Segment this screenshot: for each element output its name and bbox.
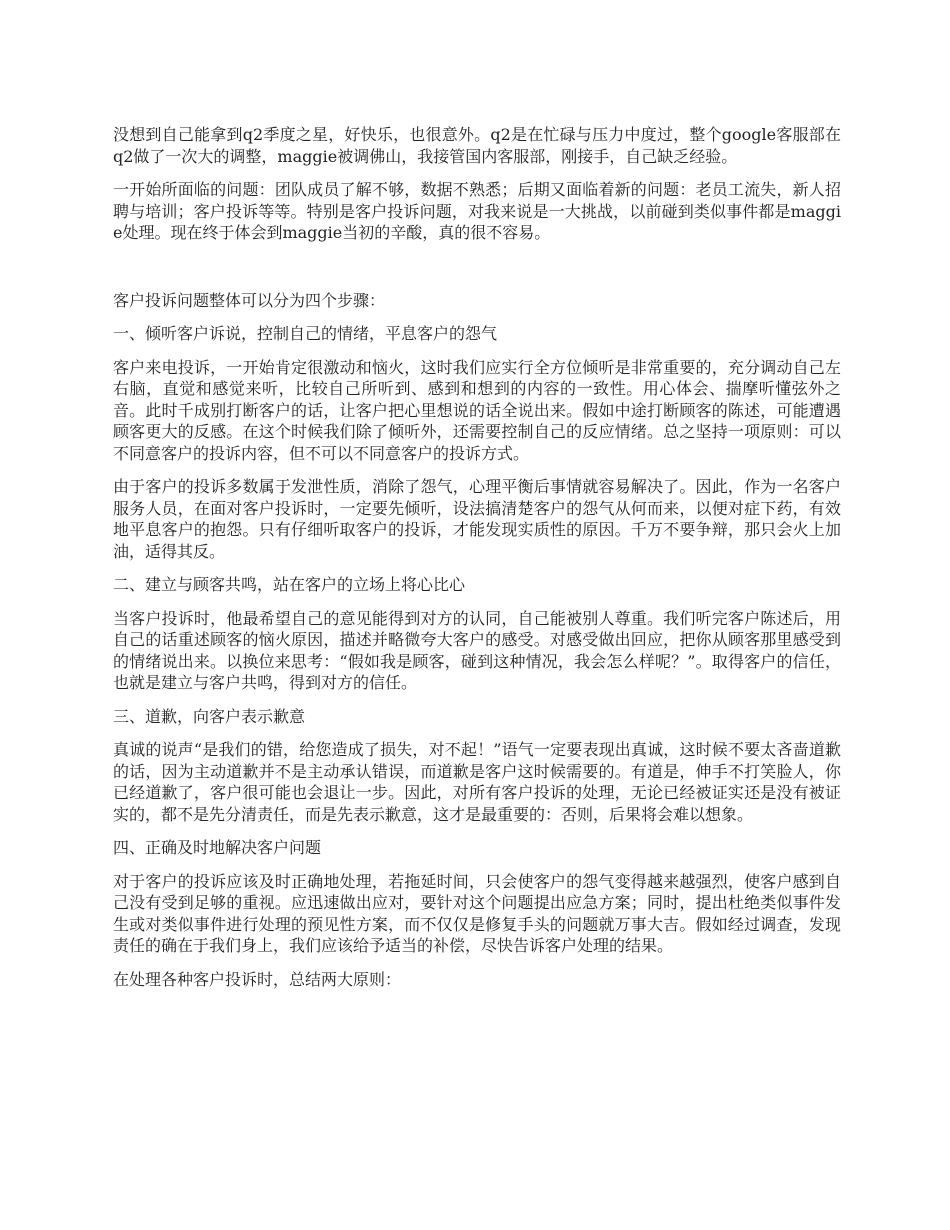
step-4-heading: 四、正确及时地解决客户问题 [113, 838, 322, 857]
step-4-paragraph: 对于客户的投诉应该及时正确地处理，若拖延时间，只会使客户的怨气变得越来越强烈，使客户感到自己没有受到足够的重视。应迅速做出应对，要针对这个问题提出应急方案；同时，提出杜绝类似事件发生或对类似事件进行处理的预见性方案，而不仅仅是修复手头的问题就万事大吉。假如经过调查，发现责任的确在于我们身上，我们应该给予适当的补偿，尽快告诉客户处理的结果。 [113, 871, 841, 955]
steps-intro: 客户投诉问题整体可以分为四个步骤： [113, 290, 386, 310]
step-1-heading: 一、倾听客户诉说，控制自己的情绪，平息客户的怨气 [113, 324, 498, 343]
step-1-paragraph: 客户来电投诉，一开始肯定很激动和恼火，这时我们应实行全方位倾听是非常重要的，充分调动自己左右脑，直觉和感觉来听，比较自己所听到、感到和想到的内容的一致性。用心体会、揣摩听懂弦外之音。此时千成别打断客户的话，让客户把心里想说的话全说出来。假如中途打断顾客的陈述，可能遭遇顾客更大的反感。在这个时候我们除了倾听外，还需要控制自己的反应情绪。总之坚持一项原则：可以不同意客户的投诉内容，但不可以不同意客户的投诉方式。 [113, 357, 841, 463]
closing-line: 在处理各种客户投诉时，总结两大原则： [113, 969, 402, 989]
section-spacer [113, 256, 841, 290]
step-3-paragraph: 真诚的说声“是我们的错，给您造成了损失，对不起！”语气一定要表现出真诚，这时候不要太吝啬道歉的话，因为主动道歉并不是主动承认错误，而道歉是客户这时候需要的。有道是，伸手不打笑脸人，你已经道歉了，客户很可能也会退让一步。因此，对所有客户投诉的处理，无论已经被证实还是没有被证实的，都不是先分清责任，而是先表示歉意，这才是最重要的：否则，后果将会难以想象。 [113, 740, 841, 824]
step-2-paragraph: 当客户投诉时，他最希望自己的意见能得到对方的认同，自己能被别人尊重。我们听完客户陈述后，用自己的话重述顾客的恼火原因，描述并略微夸大客户的感受。对感受做出回应，把你从顾客那里感受到的情绪说出来。以换位来思考：“假如我是顾客，碰到这种情况，我会怎么样呢？”。取得客户的信任，也就是建立与客户共鸣，得到对方的信任。 [113, 608, 841, 692]
document-body [113, 124, 841, 1002]
paragraph: 没想到自己能拿到q2季度之星，好快乐，也很意外。q2是在忙碌与压力中度过，整个google客服部在q2做了一次大的调整，maggie被调佛山，我接管国内客服部，刚接手，自己缺乏经验。 [113, 125, 841, 166]
step-1-paragraph: 由于客户的投诉多数属于发泄性质，消除了怨气，心理平衡后事情就容易解决了。因此，作为一名客户服务人员，在面对客户投诉时，一定要先倾听，设法搞清楚客户的怨气从何而来，以便对症下药，有效地平息客户的抱怨。只有仔细听取客户的投诉，才能发现实质性的原因。千万不要争辩，那只会火上加油，适得其反。 [113, 477, 841, 561]
paragraph: 一开始所面临的问题：团队成员了解不够，数据不熟悉；后期又面临着新的问题：老员工流失，新人招聘与培训；客户投诉等等。特别是客户投诉问题，对我来说是一大挑战，以前碰到类似事件都是maggie处理。现在终于体会到maggie当初的辛酸，真的很不容易。 [113, 180, 841, 242]
step-2-heading: 二、建立与顾客共鸣，站在客户的立场上将心比心 [113, 575, 466, 594]
step-3-heading: 三、道歉，向客户表示歉意 [113, 706, 306, 726]
